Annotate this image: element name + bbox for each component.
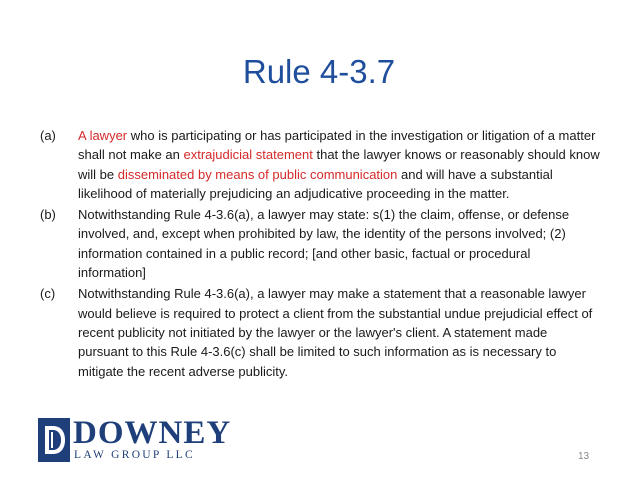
firm-logo (38, 415, 248, 462)
rule-label: (a) (40, 128, 56, 143)
rule-text (78, 284, 600, 380)
rule-text-segment: and will have a substantial likelihood of materially prejudicing an adjudicative proceeding in the matter. (78, 166, 553, 201)
page-number: 13 (578, 451, 590, 462)
rule-text (78, 126, 600, 203)
rule-label: (c) (40, 286, 56, 302)
rule-label: (b) (40, 207, 56, 223)
rule-item (40, 126, 600, 203)
logo-subtitle: LAW GROUP LLC (74, 449, 195, 461)
slide-title: Rule 4-3.7 (242, 53, 396, 90)
rule-item (40, 205, 600, 282)
rule-text-segment: that the lawyer knows or reasonably should know will be (78, 147, 600, 182)
rule-text-segment: who is participating or has participated in the investigation or litigation of a matter shall not make an (78, 128, 596, 163)
highlighted-phrase: A lawyer (78, 128, 128, 143)
rule-text (78, 205, 600, 282)
d-monogram-icon (38, 418, 70, 462)
highlighted-phrase: extrajudicial statement (183, 147, 313, 163)
rule-text-segment: Notwithstanding Rule 4-3.6(a), a lawyer may make a statement that a reasonable lawyer would believe is required to protect a client from the substantial undue prejudicial effect of recent publicity not initiated by the lawyer or the lawyer's client. A statement made pursuant to this Rule 4-3.6(c) shall be limited to such information as is necessary to mitigate the recent adverse publicity. (78, 286, 593, 379)
rule-item (40, 284, 600, 380)
highlighted-phrase: disseminated by means of public communication (117, 166, 398, 182)
logo-wordmark: DOWNEY (73, 415, 232, 451)
rules-list (40, 126, 600, 383)
rule-text-segment: Notwithstanding Rule 4-3.6(a), a lawyer may state: s(1) the claim, offense, or defense involved, and, except when prohibited by law, the identity of the persons involved; (2) information contained in a public record; [and other basic, factual or procedural information] (78, 207, 570, 281)
